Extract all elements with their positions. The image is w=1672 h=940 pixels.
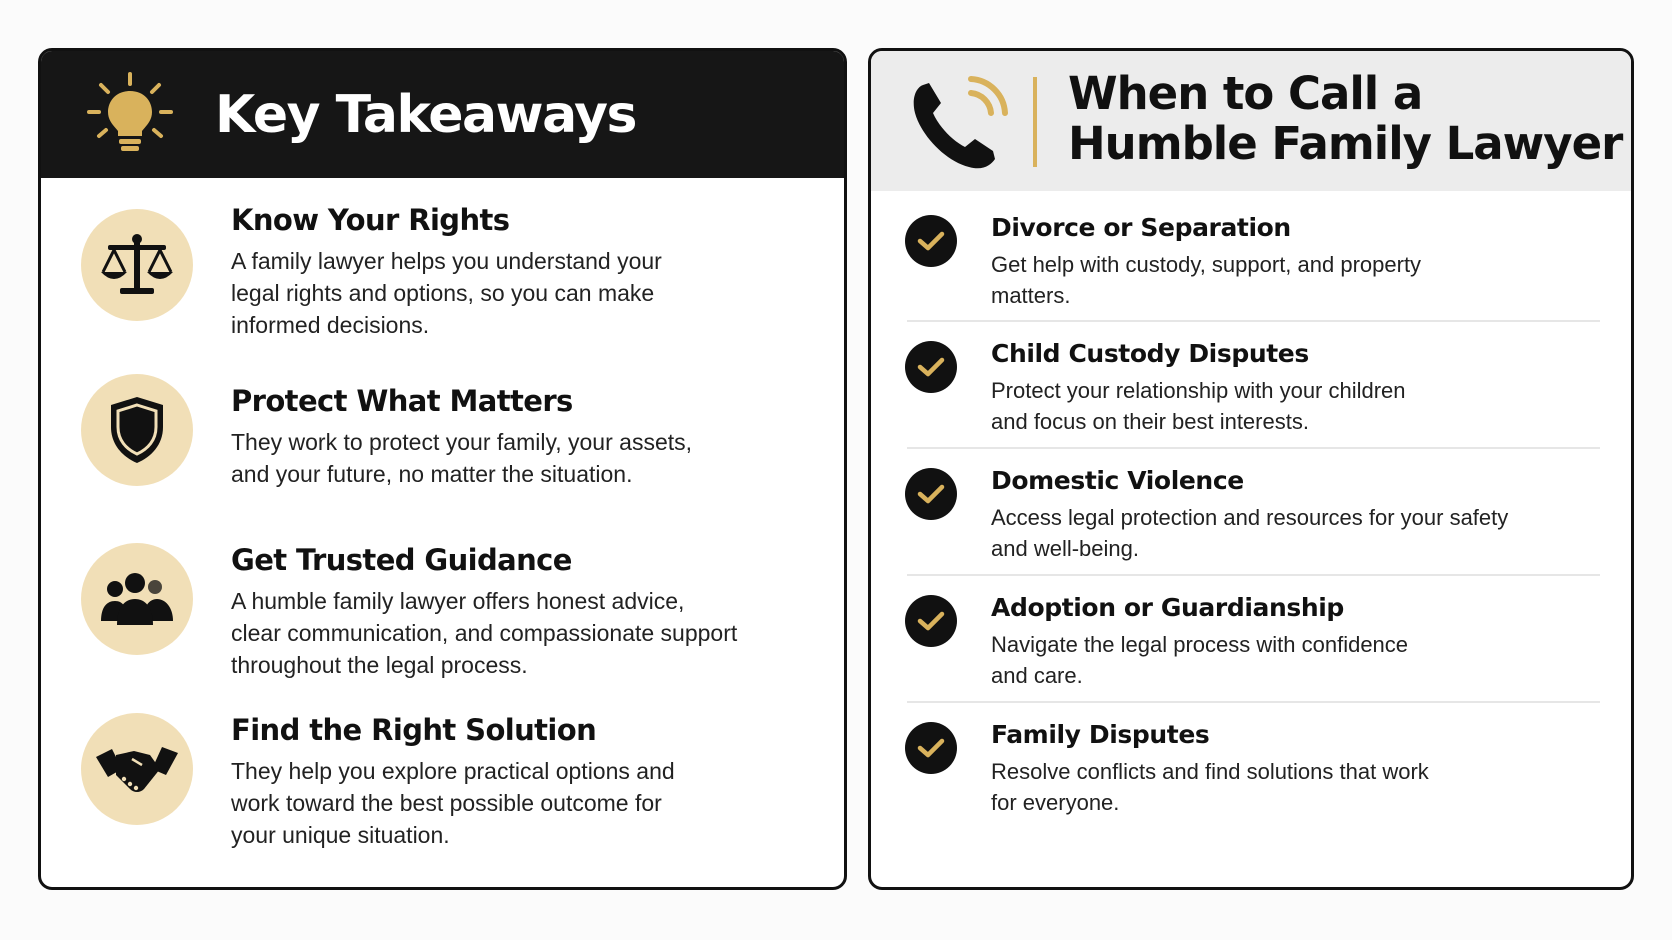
key-takeaways-header	[41, 51, 844, 178]
check-icon	[905, 341, 957, 393]
scales-of-justice-icon	[81, 209, 193, 321]
divider	[907, 701, 1600, 703]
call-reason-description: Get help with custody, support, and property matters.	[991, 252, 1422, 308]
header-divider	[1033, 77, 1037, 167]
check-icon	[905, 468, 957, 520]
call-reason-title: Divorce or Separation	[991, 213, 1291, 242]
takeaway-description: A humble family lawyer offers honest advice, clear communication, and compassionate support throughout the legal process.	[231, 588, 738, 678]
check-icon	[905, 215, 957, 267]
call-reason-description: Navigate the legal process with confidence and care.	[991, 632, 1409, 688]
key-takeaways-title: Key Takeaways	[215, 84, 636, 145]
divider	[907, 574, 1600, 576]
call-reason-description: Protect your relationship with your children and focus on their best interests.	[991, 378, 1406, 434]
takeaway-description: A family lawyer helps you understand your legal rights and options, so you can make informed decisions.	[231, 248, 662, 338]
takeaway-description: They work to protect your family, your assets, and your future, no matter the situation.	[231, 429, 693, 487]
takeaway-title: Find the Right Solution	[231, 713, 597, 747]
call-reason-description: Resolve conflicts and find solutions that work for everyone.	[991, 759, 1429, 815]
divider	[907, 320, 1600, 322]
check-icon	[905, 722, 957, 774]
takeaway-title: Get Trusted Guidance	[231, 543, 572, 577]
phone-ringing-icon	[909, 75, 1009, 175]
divider	[907, 447, 1600, 449]
check-icon	[905, 595, 957, 647]
takeaway-description: They help you explore practical options and work toward the best possible outcome for your unique situation.	[231, 758, 675, 848]
when-to-call-panel	[868, 48, 1634, 890]
call-reason-title: Family Disputes	[991, 720, 1210, 749]
call-reason-description: Access legal protection and resources for your safety and well-being.	[991, 505, 1509, 561]
when-to-call-header	[871, 51, 1631, 191]
key-takeaways-panel	[38, 48, 847, 890]
lightbulb-icon	[85, 70, 175, 160]
call-reason-title: Adoption or Guardianship	[991, 593, 1344, 622]
call-reason-title: Child Custody Disputes	[991, 339, 1309, 368]
when-to-call-title: When to Call a Humble Family Lawyer	[1068, 67, 1623, 170]
takeaway-title: Protect What Matters	[231, 384, 573, 418]
group-of-people-icon	[81, 543, 193, 655]
call-reason-title: Domestic Violence	[991, 466, 1244, 495]
handshake-icon	[81, 713, 193, 825]
shield-icon	[81, 374, 193, 486]
takeaway-title: Know Your Rights	[231, 203, 510, 237]
